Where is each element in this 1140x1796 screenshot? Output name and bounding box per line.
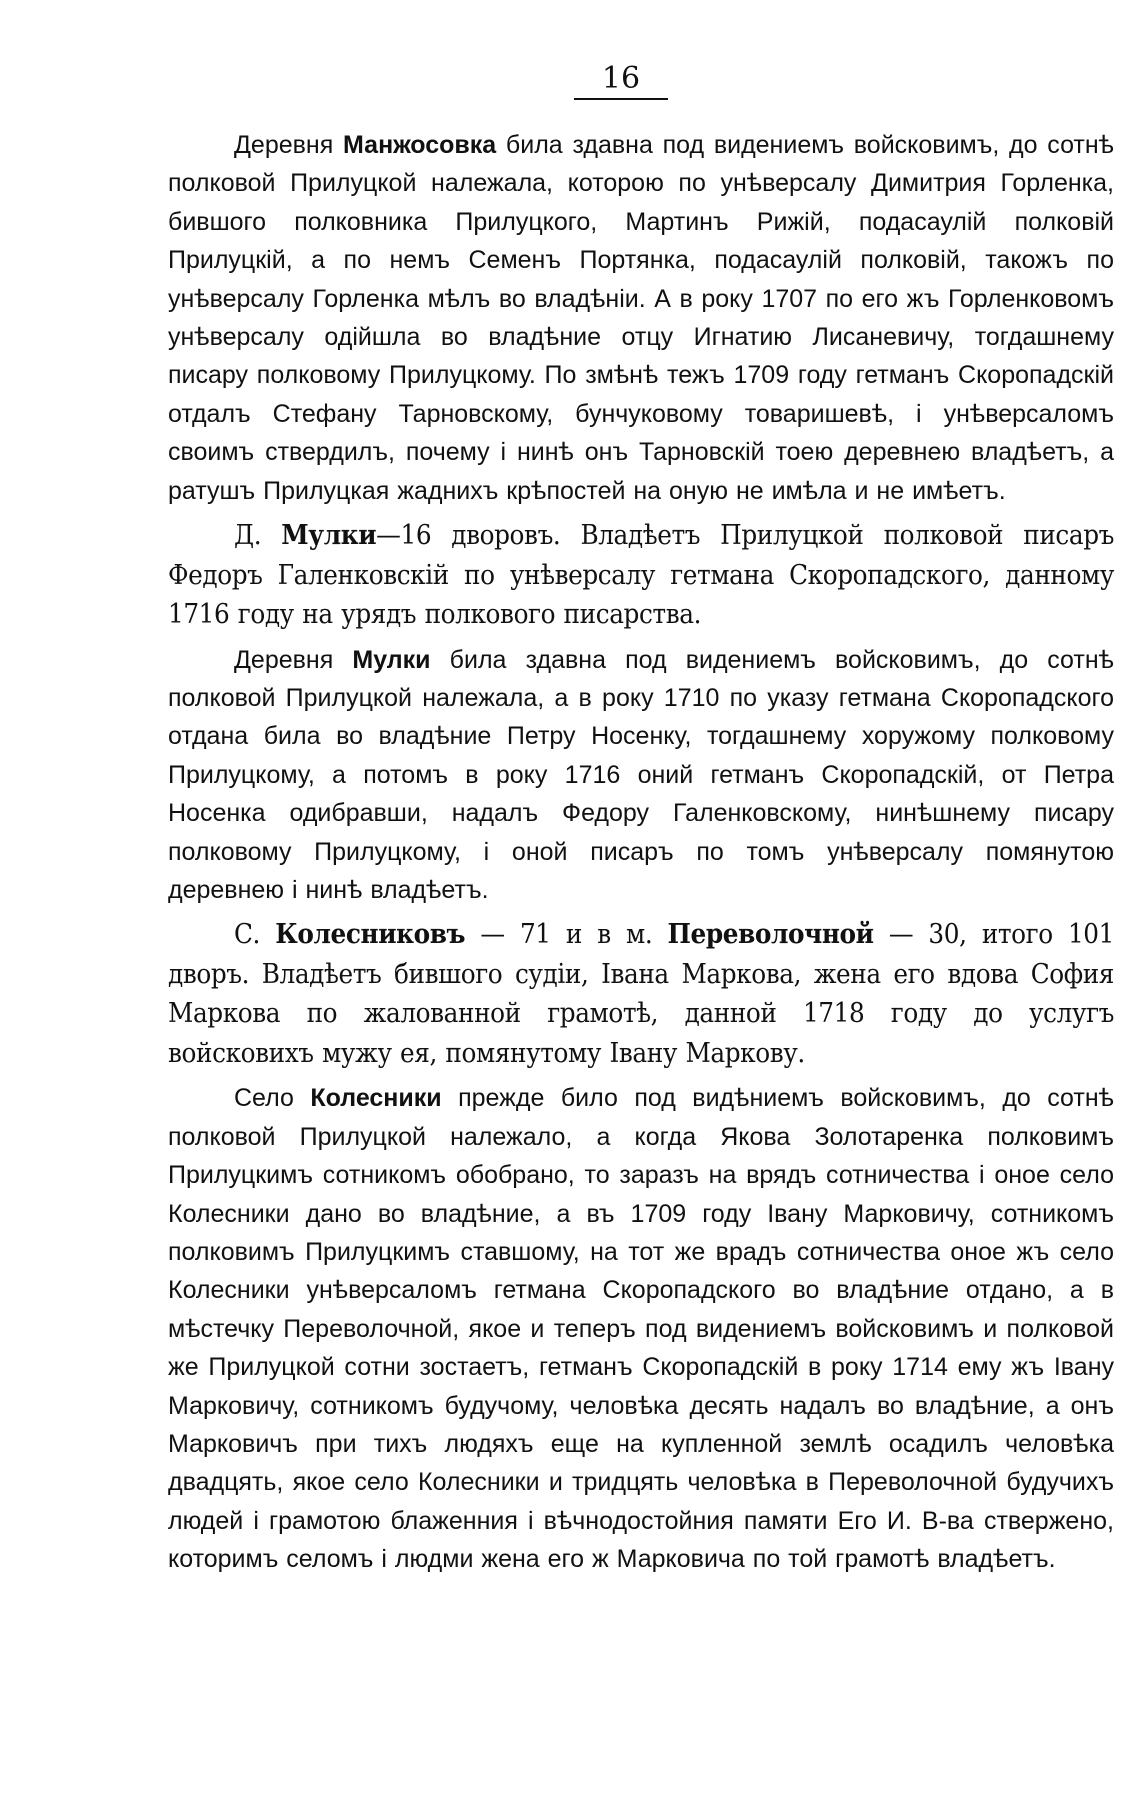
town-name: Переволочной [667,918,874,951]
text-run: прежде било под видѣниемъ войсковимъ, до сотнѣ полковой Прилуцкой належало, а когда Якова Золотаренка полковимъ Прилуцкимъ сотникомъ обобрано, то заразъ на врядъ сотничества і оное село Колесники дано во владѣние, а въ 1709 году Івану Марковичу, сотникомъ полковимъ Прилуцкимъ ставшому, на тот же врадъ сотничества оное жъ село Колесники унѣверсаломъ гетмана Скоропадского во владѣние отдано, а в мѣстечку Переволочной, якое и теперъ под видениемъ войсковимъ и полковой же Прилуцкой сотни зостаетъ, гетманъ Скоропадскій в року 1714 ему жъ Івану Марковичу, сотникомъ будучому, человѣка десять надалъ во владѣние, а онъ Марковичъ при тихъ людяхъ еще на купленной землѣ осадилъ человѣка двадцять, якое село Колесники и тридцять человѣка в Переволочной будучихъ людей і грамотою блаженния і вѣчнодостойния памяти Его И. В-ва ствержено, которимъ селомъ і людми жена его ж Марковича по той грамотѣ владѣетъ. [168,1084,1114,1574]
entry-heading-mulki [168,516,1114,635]
text-run: С. [234,918,276,951]
text-run: била здавна под видениемъ войсковимъ, до сотнѣ полковой Прилуцкой належала, а в року 1710 по указу гетмана Скоропадского отдана била во владѣние Петру Носенку, тогдашнему хоружому полковому Прилуцкому, а потомъ в року 1716 оний гетманъ Скоропадскій, от Петра Носенка одибравши, надалъ Федору Галенковскому, нинѣшнему писару полковому Прилуцкому, і оной писаръ по томъ унѣверсалу помянутою деревнею і нинѣ владѣетъ. [168,645,1114,904]
village-name: Мулки [281,519,377,552]
village-name: Колесниковъ [275,918,466,951]
text-run: Село [234,1084,311,1113]
text-run: — 30, итого 101 дворъ. Владѣетъ бившого судіи, Івана Маркова, жена его вдова София Маркова по жалованной грамотѣ, данной 1718 году до услугъ войсковихъ мужу ея, помянутому Івану Маркову. [168,918,1114,1069]
village-name: Колесники [310,1084,442,1113]
text-run: била здавна под видениемъ войсковимъ, до сотнѣ полковой Прилуцкой належала, которою по унѣверсалу Димитрия Горленка, бившого полковника Прилуцкого, Мартинъ Рижій, подасаулій полковій Прилуцкій, а по немъ Семенъ Портянка, подасаулій полковій, такожъ по унѣверсалу Горленка мѣлъ во владѣніи. А в року 1707 по его жъ Горленковомъ унѣверсалу одійшла во владѣние отцу Игнатию Лисаневичу, тогдашнему писару полковому Прилуцкому. По змѣнѣ тежъ 1709 году гетманъ Скоропадскій отдалъ Стефану Тарновскому, бунчуковому товаришевѣ, і унѣверсаломъ своимъ ствердилъ, почему і нинѣ онъ Тарновскій тоею деревнею владѣетъ, а ратушъ Прилуцкая жаднихъ крѣпостей на оную не имѣла и не имѣетъ. [168,131,1114,505]
page-number-text: 16 [574,62,668,100]
text-run: Деревня [234,131,344,159]
paragraph-manzhosovka [168,126,1114,510]
entry-heading-kolesnikov [168,915,1114,1073]
paragraph-mulki [168,641,1114,910]
paragraph-kolesniki [168,1079,1114,1578]
document-body [168,126,1114,1579]
text-run: — 71 и в м. [465,918,668,951]
village-name: Мулки [352,645,431,674]
text-run: —16 дворовъ. Владѣетъ Прилуцкой полковой писаръ Федоръ Галенковскій по унѣверсалу гетмана Скоропадского, данному 1716 году на урядъ полкового писарства. [168,519,1114,631]
page-number [168,62,1114,100]
text-run: Деревня [234,645,353,674]
text-run: Д. [234,519,282,552]
village-name: Манжосовка [343,131,497,159]
